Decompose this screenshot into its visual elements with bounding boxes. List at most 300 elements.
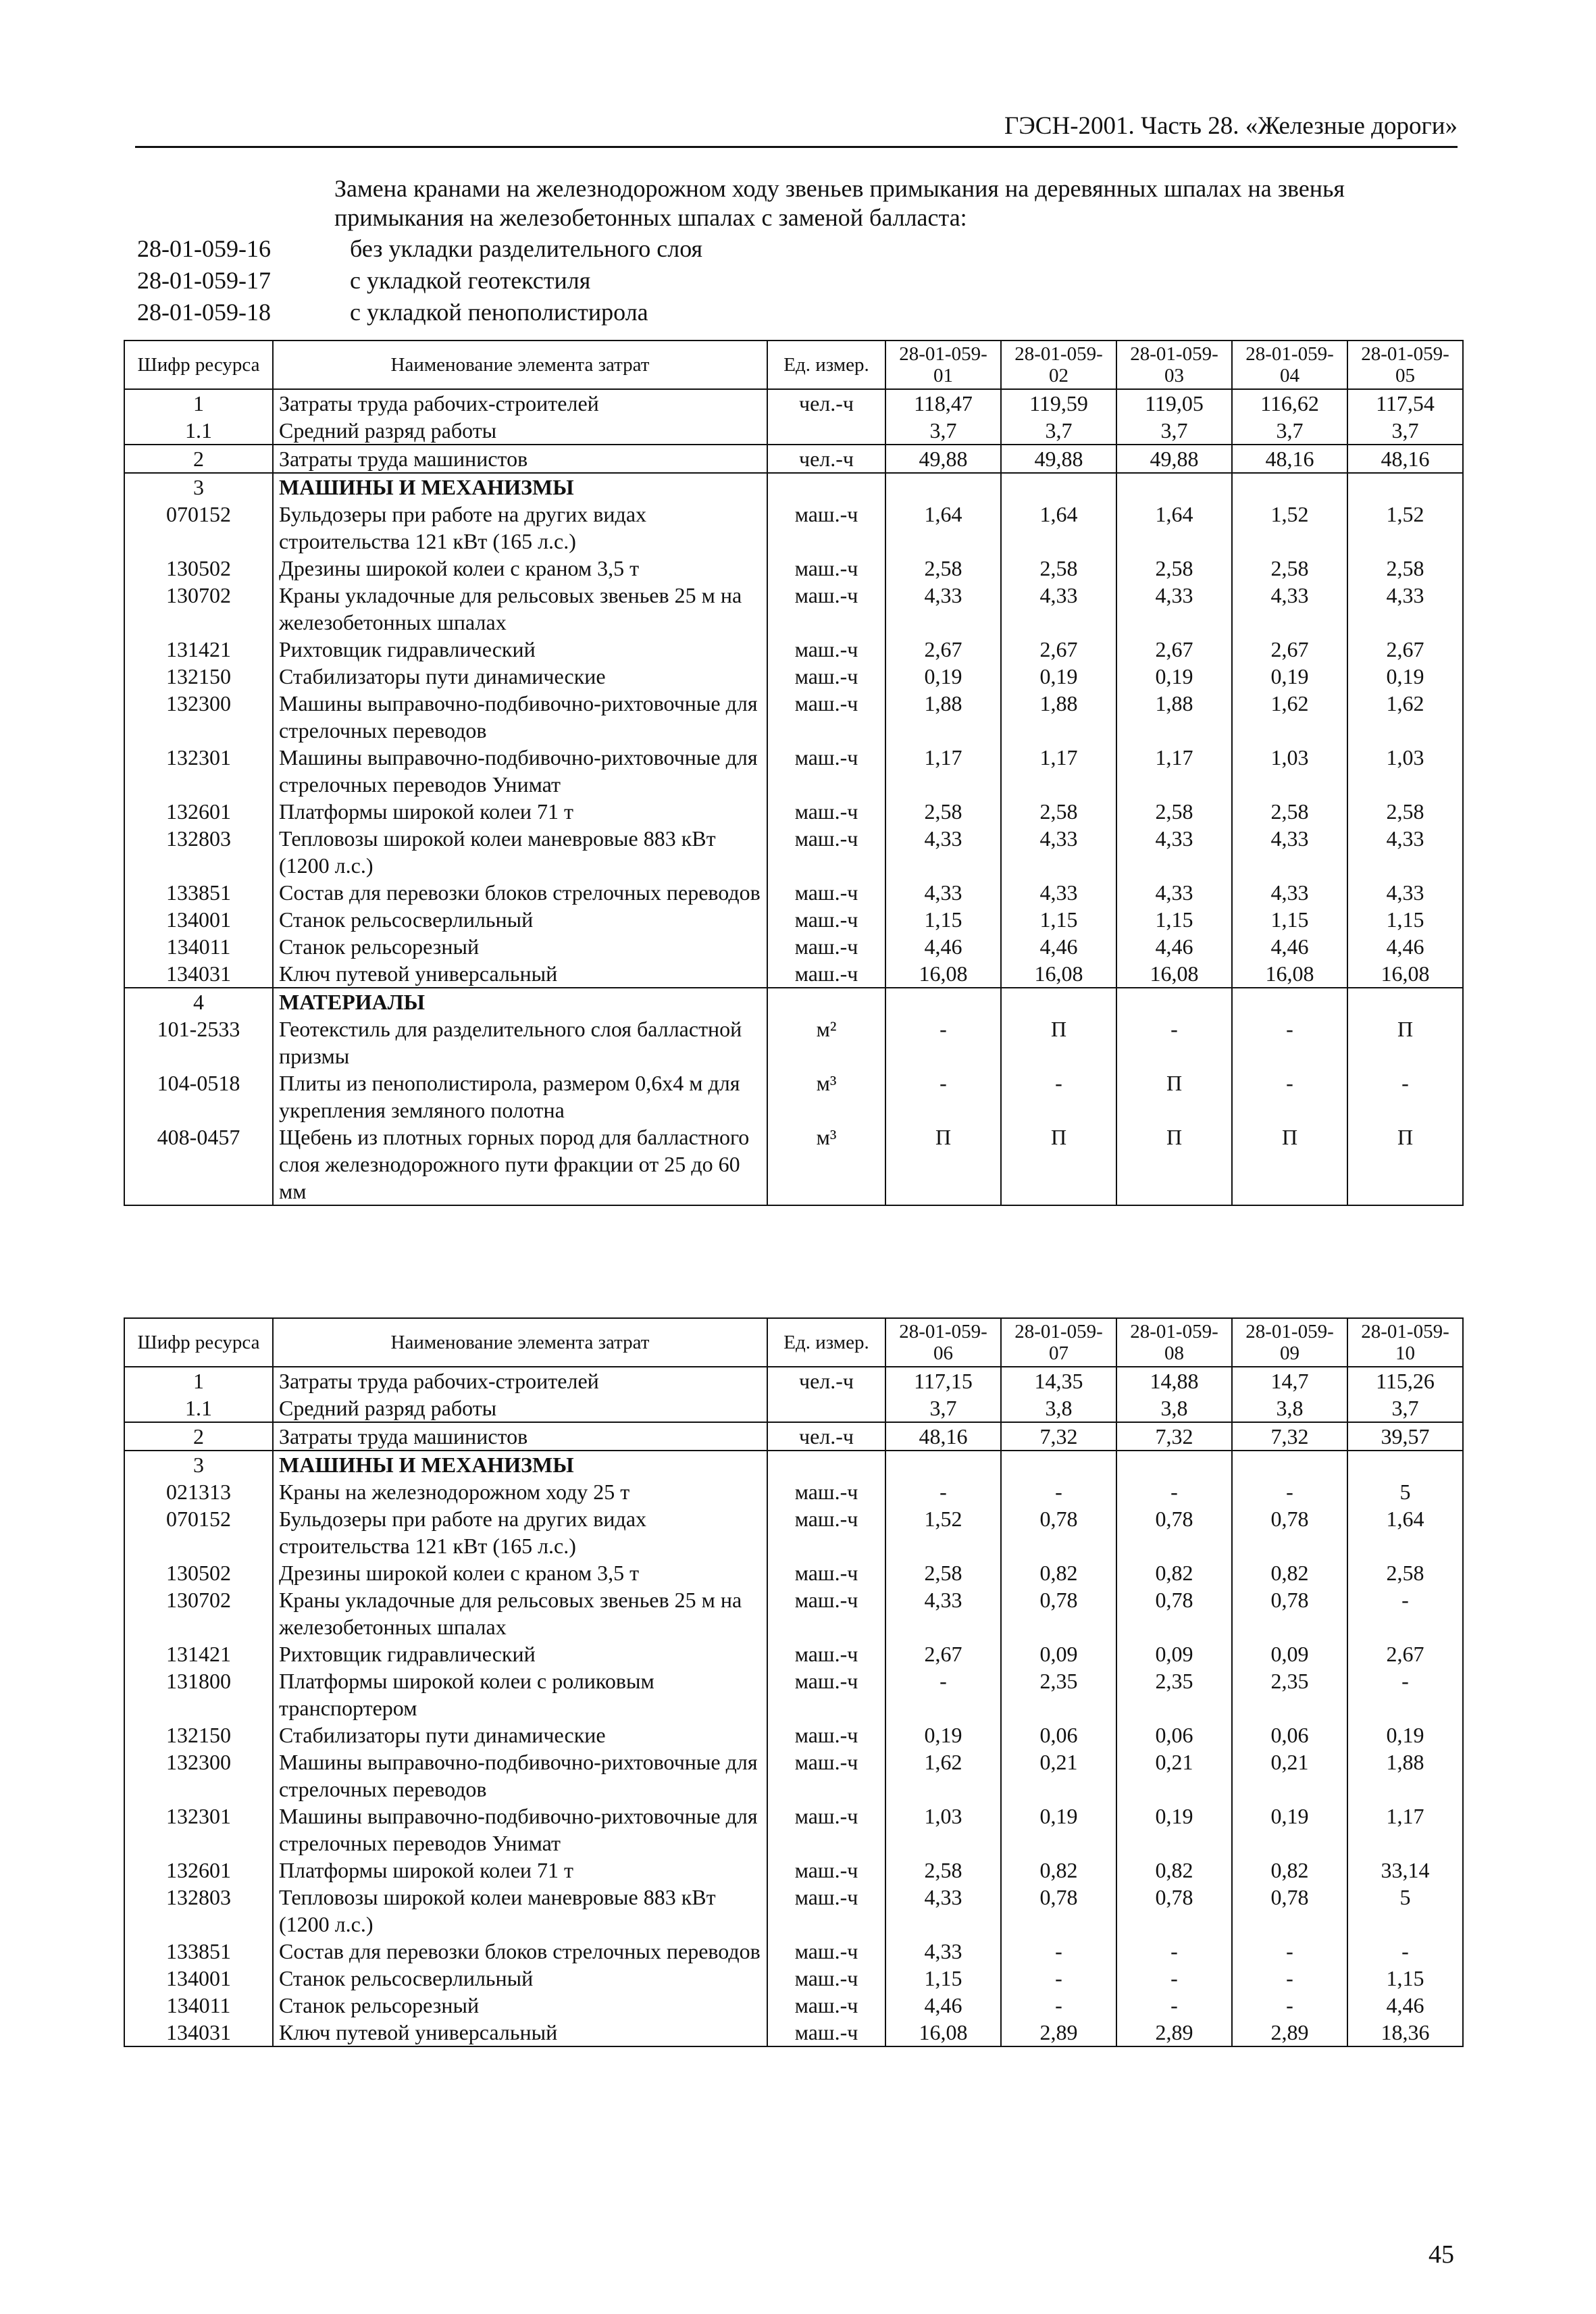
- resource-code-cell: 070152: [124, 1505, 273, 1559]
- norm-value-cell: [885, 473, 1001, 501]
- norm-value-cell: 117,54: [1347, 389, 1463, 417]
- norm-value-cell: 2,58: [1116, 555, 1232, 582]
- unit-cell: [767, 417, 885, 445]
- section-title-cell: МАШИНЫ И МЕХАНИЗМЫ: [273, 473, 767, 501]
- header-title: ГЭСН-2001. Часть 28. «Железные дороги»: [1004, 112, 1458, 140]
- unit-cell: маш.-ч: [767, 1965, 885, 1992]
- norm-value-cell: П: [1232, 1124, 1347, 1205]
- resource-code-cell: 132300: [124, 1749, 273, 1803]
- norm-value-cell: 48,16: [1232, 445, 1347, 473]
- cost-element-cell: Машины выправочно-подбивочно-рихтовочные для стрелочных переводов Унимат: [273, 744, 767, 798]
- norm-value-cell: 0,19: [1116, 663, 1232, 690]
- unit-cell: маш.-ч: [767, 582, 885, 636]
- cost-element-cell: Состав для перевозки блоков стрелочных переводов: [273, 879, 767, 906]
- norm-value-cell: 1,03: [1347, 744, 1463, 798]
- unit-cell: маш.-ч: [767, 555, 885, 582]
- resource-code-cell: 134011: [124, 1992, 273, 2019]
- table-row: [124, 1884, 1463, 1938]
- norm-value-cell: 2,58: [1116, 798, 1232, 825]
- norm-value-cell: 0,09: [1232, 1640, 1347, 1667]
- table-row: [124, 582, 1463, 636]
- unit-cell: [767, 1451, 885, 1478]
- norm-value-cell: 0,06: [1232, 1721, 1347, 1749]
- norm-value-cell: 1,88: [1116, 690, 1232, 744]
- norm-value-cell: П: [1347, 1015, 1463, 1070]
- variant-list: [137, 233, 1083, 328]
- variant-text: с укладкой пенополистирола: [350, 299, 648, 326]
- norm-value-cell: -: [1347, 1938, 1463, 1965]
- cost-element-cell: Станок рельсосверлильный: [273, 906, 767, 933]
- resource-code-cell: 130702: [124, 1586, 273, 1640]
- table-row: [124, 636, 1463, 663]
- table-row: [124, 389, 1463, 417]
- norm-value-cell: 14,88: [1116, 1367, 1232, 1394]
- norm-value-cell: П: [1116, 1124, 1232, 1205]
- resource-code-cell: 134001: [124, 906, 273, 933]
- cost-element-cell: Стабилизаторы пути динамические: [273, 1721, 767, 1749]
- norm-value-cell: 16,08: [885, 960, 1001, 988]
- table-row: [124, 1857, 1463, 1884]
- norm-value-cell: [1001, 1451, 1116, 1478]
- norm-value-cell: [1116, 988, 1232, 1015]
- norm-value-cell: 1,62: [1347, 690, 1463, 744]
- table-row: [124, 1422, 1463, 1451]
- cost-element-cell: Бульдозеры при работе на других видах строительства 121 кВт (165 л.с.): [273, 1505, 767, 1559]
- cost-element-cell: Платформы широкой колеи 71 т: [273, 1857, 767, 1884]
- norm-value-cell: 4,33: [1347, 879, 1463, 906]
- norm-value-cell: 1,03: [885, 1803, 1001, 1857]
- norm-value-cell: 33,14: [1347, 1857, 1463, 1884]
- resource-code-cell: 132300: [124, 690, 273, 744]
- variant-code: 28-01-059-17: [137, 267, 271, 294]
- resource-code-cell: 1: [124, 1367, 273, 1394]
- table-row: [124, 1394, 1463, 1422]
- norm-value-cell: 0,78: [1001, 1884, 1116, 1938]
- norm-value-cell: 116,62: [1232, 389, 1347, 417]
- norm-value-cell: 2,58: [1001, 798, 1116, 825]
- cost-element-cell: Машины выправочно-подбивочно-рихтовочные для стрелочных переводов: [273, 1749, 767, 1803]
- norm-value-cell: 48,16: [885, 1422, 1001, 1451]
- section-row: [124, 473, 1463, 501]
- norm-value-cell: 4,33: [1347, 825, 1463, 879]
- norm-value-cell: 1,15: [1001, 906, 1116, 933]
- resource-code-cell: 4: [124, 988, 273, 1015]
- norm-value-cell: 4,33: [1116, 582, 1232, 636]
- norm-value-cell: 3,7: [1347, 1394, 1463, 1422]
- norm-value-cell: -: [1001, 1478, 1116, 1505]
- norm-value-cell: 2,58: [1232, 798, 1347, 825]
- norm-value-cell: 0,82: [1232, 1559, 1347, 1586]
- unit-cell: маш.-ч: [767, 1559, 885, 1586]
- header-cost-element: Наименование элемента затрат: [273, 1318, 767, 1367]
- variant-item: [137, 265, 1083, 297]
- unit-cell: маш.-ч: [767, 1749, 885, 1803]
- norm-value-cell: 4,33: [885, 825, 1001, 879]
- norm-value-cell: 2,58: [1347, 798, 1463, 825]
- unit-cell: маш.-ч: [767, 879, 885, 906]
- norm-value-cell: 0,19: [1232, 663, 1347, 690]
- header-norm-code: 28-01-059-06: [885, 1318, 1001, 1367]
- norm-value-cell: 5: [1347, 1478, 1463, 1505]
- norm-value-cell: 0,06: [1001, 1721, 1116, 1749]
- cost-element-cell: Средний разряд работы: [273, 417, 767, 445]
- norm-value-cell: 0,78: [1116, 1884, 1232, 1938]
- table-row: [124, 1367, 1463, 1394]
- norm-value-cell: [885, 988, 1001, 1015]
- section-title-cell: МАТЕРИАЛЫ: [273, 988, 767, 1015]
- norm-value-cell: -: [1116, 1965, 1232, 1992]
- resource-code-cell: 104-0518: [124, 1070, 273, 1124]
- norm-value-cell: 115,26: [1347, 1367, 1463, 1394]
- resource-code-cell: 1: [124, 389, 273, 417]
- header-unit: Ед. измер.: [767, 341, 885, 389]
- variant-code: 28-01-059-18: [137, 299, 271, 326]
- norm-value-cell: [1001, 988, 1116, 1015]
- cost-element-cell: Ключ путевой универсальный: [273, 2019, 767, 2046]
- table-header-row: [124, 1318, 1463, 1367]
- variant-text: без укладки разделительного слоя: [350, 235, 703, 262]
- norm-value-cell: 0,78: [1232, 1505, 1347, 1559]
- norm-value-cell: 2,58: [885, 1857, 1001, 1884]
- unit-cell: чел.-ч: [767, 445, 885, 473]
- norm-value-cell: 0,19: [1347, 1721, 1463, 1749]
- cost-element-cell: Затраты труда рабочих-строителей: [273, 1367, 767, 1394]
- norm-value-cell: П: [1347, 1124, 1463, 1205]
- header-resource-code: Шифр ресурса: [124, 1318, 273, 1367]
- table-row: [124, 2019, 1463, 2046]
- norm-value-cell: 4,33: [1232, 879, 1347, 906]
- table-row: [124, 1721, 1463, 1749]
- norm-value-cell: 2,35: [1001, 1667, 1116, 1721]
- norm-value-cell: -: [1232, 1938, 1347, 1965]
- header-norm-code: 28-01-059-07: [1001, 1318, 1116, 1367]
- norm-value-cell: 0,09: [1001, 1640, 1116, 1667]
- norm-value-cell: 1,64: [1347, 1505, 1463, 1559]
- unit-cell: маш.-ч: [767, 1857, 885, 1884]
- norm-value-cell: П: [885, 1124, 1001, 1205]
- unit-cell: маш.-ч: [767, 1721, 885, 1749]
- cost-element-cell: Стабилизаторы пути динамические: [273, 663, 767, 690]
- norm-value-cell: 49,88: [885, 445, 1001, 473]
- norm-value-cell: 3,8: [1116, 1394, 1232, 1422]
- variant-item: [137, 233, 1083, 265]
- resource-code-cell: 134031: [124, 960, 273, 988]
- cost-element-cell: Краны на железнодорожном ходу 25 т: [273, 1478, 767, 1505]
- norm-value-cell: 1,15: [1347, 906, 1463, 933]
- cost-element-cell: Ключ путевой универсальный: [273, 960, 767, 988]
- resource-code-cell: 021313: [124, 1478, 273, 1505]
- norm-value-cell: 4,33: [1001, 825, 1116, 879]
- resource-code-cell: 131800: [124, 1667, 273, 1721]
- norm-value-cell: 1,17: [885, 744, 1001, 798]
- resource-code-cell: 131421: [124, 636, 273, 663]
- resource-code-cell: 3: [124, 473, 273, 501]
- norm-value-cell: 0,19: [1116, 1803, 1232, 1857]
- unit-cell: маш.-ч: [767, 1478, 885, 1505]
- norm-value-cell: 2,58: [1232, 555, 1347, 582]
- section-intro: Замена кранами на железнодорожном ходу звеньев примыкания на деревянных шпалах на звенья примыкания на железобетонных шпалах с заменой балласта:: [334, 175, 1345, 231]
- table-row: [124, 1015, 1463, 1070]
- norm-value-cell: -: [1116, 1478, 1232, 1505]
- norm-value-cell: 0,78: [1001, 1586, 1116, 1640]
- section-title-cell: МАШИНЫ И МЕХАНИЗМЫ: [273, 1451, 767, 1478]
- norm-value-cell: 1,15: [1232, 906, 1347, 933]
- unit-cell: м³: [767, 1124, 885, 1205]
- norm-value-cell: 1,88: [1001, 690, 1116, 744]
- cost-element-cell: Станок рельсорезный: [273, 1992, 767, 2019]
- norm-value-cell: -: [885, 1667, 1001, 1721]
- norm-value-cell: 49,88: [1001, 445, 1116, 473]
- norm-value-cell: 4,33: [1001, 879, 1116, 906]
- norm-value-cell: -: [885, 1015, 1001, 1070]
- norm-value-cell: 18,36: [1347, 2019, 1463, 2046]
- norm-value-cell: 4,46: [1116, 933, 1232, 960]
- norm-value-cell: -: [1347, 1667, 1463, 1721]
- norm-value-cell: 39,57: [1347, 1422, 1463, 1451]
- norm-value-cell: 5: [1347, 1884, 1463, 1938]
- norm-value-cell: 16,08: [1347, 960, 1463, 988]
- resource-code-cell: 132601: [124, 1857, 273, 1884]
- header-unit: Ед. измер.: [767, 1318, 885, 1367]
- resource-code-cell: 408-0457: [124, 1124, 273, 1205]
- unit-cell: маш.-ч: [767, 1884, 885, 1938]
- norm-value-cell: 0,82: [1116, 1857, 1232, 1884]
- unit-cell: м²: [767, 1015, 885, 1070]
- norm-value-cell: 1,15: [885, 1965, 1001, 1992]
- unit-cell: маш.-ч: [767, 825, 885, 879]
- norm-value-cell: 1,64: [885, 501, 1001, 555]
- norm-value-cell: 2,58: [1347, 555, 1463, 582]
- norm-value-cell: 1,03: [1232, 744, 1347, 798]
- norm-value-cell: [885, 1451, 1001, 1478]
- cost-element-cell: Тепловозы широкой колеи маневровые 883 кВт (1200 л.с.): [273, 825, 767, 879]
- variant-text: с укладкой геотекстиля: [350, 267, 591, 294]
- norm-value-cell: 2,58: [1347, 1559, 1463, 1586]
- unit-cell: маш.-ч: [767, 1803, 885, 1857]
- resource-code-cell: 134011: [124, 933, 273, 960]
- section-row: [124, 1451, 1463, 1478]
- header-norm-code: 28-01-059-02: [1001, 341, 1116, 389]
- resource-code-cell: 130702: [124, 582, 273, 636]
- resource-code-cell: 130502: [124, 555, 273, 582]
- cost-element-cell: Средний разряд работы: [273, 1394, 767, 1422]
- table-row: [124, 1640, 1463, 1667]
- norm-value-cell: 7,32: [1001, 1422, 1116, 1451]
- norm-value-cell: 0,78: [1116, 1505, 1232, 1559]
- norm-value-cell: 2,67: [1232, 636, 1347, 663]
- resource-code-cell: 1.1: [124, 1394, 273, 1422]
- cost-element-cell: Тепловозы широкой колеи маневровые 883 кВт (1200 л.с.): [273, 1884, 767, 1938]
- norm-value-cell: 3,7: [1116, 417, 1232, 445]
- unit-cell: чел.-ч: [767, 1367, 885, 1394]
- unit-cell: м³: [767, 1070, 885, 1124]
- unit-cell: маш.-ч: [767, 1667, 885, 1721]
- norm-value-cell: 0,19: [1001, 1803, 1116, 1857]
- header-rule: [135, 146, 1458, 148]
- norm-value-cell: -: [1232, 1070, 1347, 1124]
- table-row: [124, 1965, 1463, 1992]
- table-body: [124, 389, 1463, 1205]
- norm-value-cell: -: [1232, 1965, 1347, 1992]
- cost-element-cell: Затраты труда машинистов: [273, 1422, 767, 1451]
- norm-value-cell: 2,35: [1116, 1667, 1232, 1721]
- norm-value-cell: 14,7: [1232, 1367, 1347, 1394]
- resource-code-cell: 101-2533: [124, 1015, 273, 1070]
- cost-element-cell: Дрезины широкой колеи с краном 3,5 т: [273, 1559, 767, 1586]
- unit-cell: [767, 473, 885, 501]
- resource-code-cell: 1.1: [124, 417, 273, 445]
- resource-code-cell: 130502: [124, 1559, 273, 1586]
- norm-value-cell: -: [1001, 1938, 1116, 1965]
- norm-value-cell: 1,64: [1116, 501, 1232, 555]
- norm-value-cell: 3,7: [885, 1394, 1001, 1422]
- norm-value-cell: -: [1232, 1015, 1347, 1070]
- norm-value-cell: -: [885, 1070, 1001, 1124]
- norm-value-cell: 0,78: [1232, 1884, 1347, 1938]
- unit-cell: маш.-ч: [767, 960, 885, 988]
- norm-value-cell: 3,8: [1001, 1394, 1116, 1422]
- cost-element-cell: Плиты из пенополистирола, размером 0,6х4 м для укрепления земляного полотна: [273, 1070, 767, 1124]
- resource-code-cell: 131421: [124, 1640, 273, 1667]
- header-cost-element: Наименование элемента затрат: [273, 341, 767, 389]
- norm-value-cell: П: [1001, 1015, 1116, 1070]
- resource-code-cell: 134031: [124, 2019, 273, 2046]
- header-norm-code: 28-01-059-08: [1116, 1318, 1232, 1367]
- cost-element-cell: Затраты труда машинистов: [273, 445, 767, 473]
- table-row: [124, 933, 1463, 960]
- norm-value-cell: 7,32: [1116, 1422, 1232, 1451]
- unit-cell: маш.-ч: [767, 933, 885, 960]
- norm-value-cell: 0,78: [1116, 1586, 1232, 1640]
- unit-cell: маш.-ч: [767, 1586, 885, 1640]
- unit-cell: маш.-ч: [767, 1938, 885, 1965]
- norm-value-cell: 119,05: [1116, 389, 1232, 417]
- norm-value-cell: 4,33: [1116, 879, 1232, 906]
- norm-value-cell: П: [1116, 1070, 1232, 1124]
- unit-cell: маш.-ч: [767, 636, 885, 663]
- table-row: [124, 1070, 1463, 1124]
- table-row: [124, 555, 1463, 582]
- table-row: [124, 825, 1463, 879]
- unit-cell: маш.-ч: [767, 798, 885, 825]
- resource-code-cell: 2: [124, 445, 273, 473]
- norm-value-cell: 4,46: [885, 1992, 1001, 2019]
- cost-element-cell: Краны укладочные для рельсовых звеньев 25 м на железобетонных шпалах: [273, 582, 767, 636]
- norm-value-cell: 0,21: [1116, 1749, 1232, 1803]
- norm-value-cell: -: [1232, 1992, 1347, 2019]
- norm-value-cell: 4,46: [1001, 933, 1116, 960]
- table-row: [124, 1505, 1463, 1559]
- table-row: [124, 1478, 1463, 1505]
- norm-value-cell: 0,06: [1116, 1721, 1232, 1749]
- table-row: [124, 1803, 1463, 1857]
- resource-code-cell: 132803: [124, 1884, 273, 1938]
- unit-cell: маш.-ч: [767, 501, 885, 555]
- header-norm-code: 28-01-059-09: [1232, 1318, 1347, 1367]
- norm-value-cell: 1,17: [1347, 1803, 1463, 1857]
- norm-value-cell: 2,58: [885, 555, 1001, 582]
- norm-value-cell: 1,88: [1347, 1749, 1463, 1803]
- header-norm-code: 28-01-059-03: [1116, 341, 1232, 389]
- resource-code-cell: 070152: [124, 501, 273, 555]
- norm-value-cell: 2,67: [885, 636, 1001, 663]
- norm-value-cell: 1,52: [1232, 501, 1347, 555]
- cost-element-cell: Машины выправочно-подбивочно-рихтовочные для стрелочных переводов: [273, 690, 767, 744]
- unit-cell: маш.-ч: [767, 2019, 885, 2046]
- norm-value-cell: 1,15: [885, 906, 1001, 933]
- norm-value-cell: 1,52: [1347, 501, 1463, 555]
- table-row: [124, 1667, 1463, 1721]
- norm-value-cell: 0,82: [1116, 1559, 1232, 1586]
- norm-value-cell: -: [1347, 1586, 1463, 1640]
- cost-element-cell: Платформы широкой колеи 71 т: [273, 798, 767, 825]
- norm-value-cell: 0,82: [1232, 1857, 1347, 1884]
- norm-value-cell: 7,32: [1232, 1422, 1347, 1451]
- unit-cell: чел.-ч: [767, 1422, 885, 1451]
- norm-value-cell: 1,52: [885, 1505, 1001, 1559]
- norm-value-cell: 4,33: [885, 1586, 1001, 1640]
- norm-value-cell: [1116, 473, 1232, 501]
- table-header-row: [124, 341, 1463, 389]
- norm-value-cell: 1,62: [1232, 690, 1347, 744]
- cost-element-cell: Состав для перевозки блоков стрелочных переводов: [273, 1938, 767, 1965]
- norm-value-cell: 2,35: [1232, 1667, 1347, 1721]
- cost-element-cell: Рихтовщик гидравлический: [273, 636, 767, 663]
- resource-code-cell: 133851: [124, 1938, 273, 1965]
- norm-value-cell: П: [1001, 1124, 1116, 1205]
- norm-value-cell: 3,8: [1232, 1394, 1347, 1422]
- unit-cell: [767, 988, 885, 1015]
- resource-table-2: [124, 1317, 1464, 2047]
- table-row: [124, 879, 1463, 906]
- unit-cell: маш.-ч: [767, 744, 885, 798]
- norm-value-cell: 49,88: [1116, 445, 1232, 473]
- table-row: [124, 1124, 1463, 1205]
- norm-value-cell: 0,19: [1001, 663, 1116, 690]
- norm-value-cell: -: [1116, 1938, 1232, 1965]
- table-body: [124, 1367, 1463, 2046]
- cost-element-cell: Платформы широкой колеи с роликовым транспортером: [273, 1667, 767, 1721]
- resource-code-cell: 132150: [124, 663, 273, 690]
- norm-value-cell: [1347, 1451, 1463, 1478]
- header-norm-code: 28-01-059-01: [885, 341, 1001, 389]
- norm-value-cell: [1001, 473, 1116, 501]
- table-row: [124, 417, 1463, 445]
- norm-value-cell: 2,89: [1001, 2019, 1116, 2046]
- norm-value-cell: 3,7: [885, 417, 1001, 445]
- norm-value-cell: 0,19: [885, 663, 1001, 690]
- resource-code-cell: 132601: [124, 798, 273, 825]
- norm-value-cell: -: [1001, 1965, 1116, 1992]
- norm-value-cell: 4,46: [1347, 933, 1463, 960]
- table-row: [124, 744, 1463, 798]
- norm-value-cell: 1,62: [885, 1749, 1001, 1803]
- unit-cell: маш.-ч: [767, 906, 885, 933]
- cost-element-cell: Щебень из плотных горных пород для балластного слоя железнодорожного пути фракции от 25 до 60 мм: [273, 1124, 767, 1205]
- norm-value-cell: 0,19: [885, 1721, 1001, 1749]
- norm-value-cell: 0,21: [1001, 1749, 1116, 1803]
- norm-value-cell: 0,78: [1001, 1505, 1116, 1559]
- norm-value-cell: 2,67: [1347, 1640, 1463, 1667]
- table-row: [124, 798, 1463, 825]
- norm-value-cell: 0,78: [1232, 1586, 1347, 1640]
- norm-value-cell: [1347, 988, 1463, 1015]
- norm-value-cell: 2,89: [1116, 2019, 1232, 2046]
- page-number: 45: [1428, 2240, 1454, 2269]
- norm-value-cell: 3,7: [1347, 417, 1463, 445]
- table-row: [124, 445, 1463, 473]
- norm-value-cell: 0,19: [1232, 1803, 1347, 1857]
